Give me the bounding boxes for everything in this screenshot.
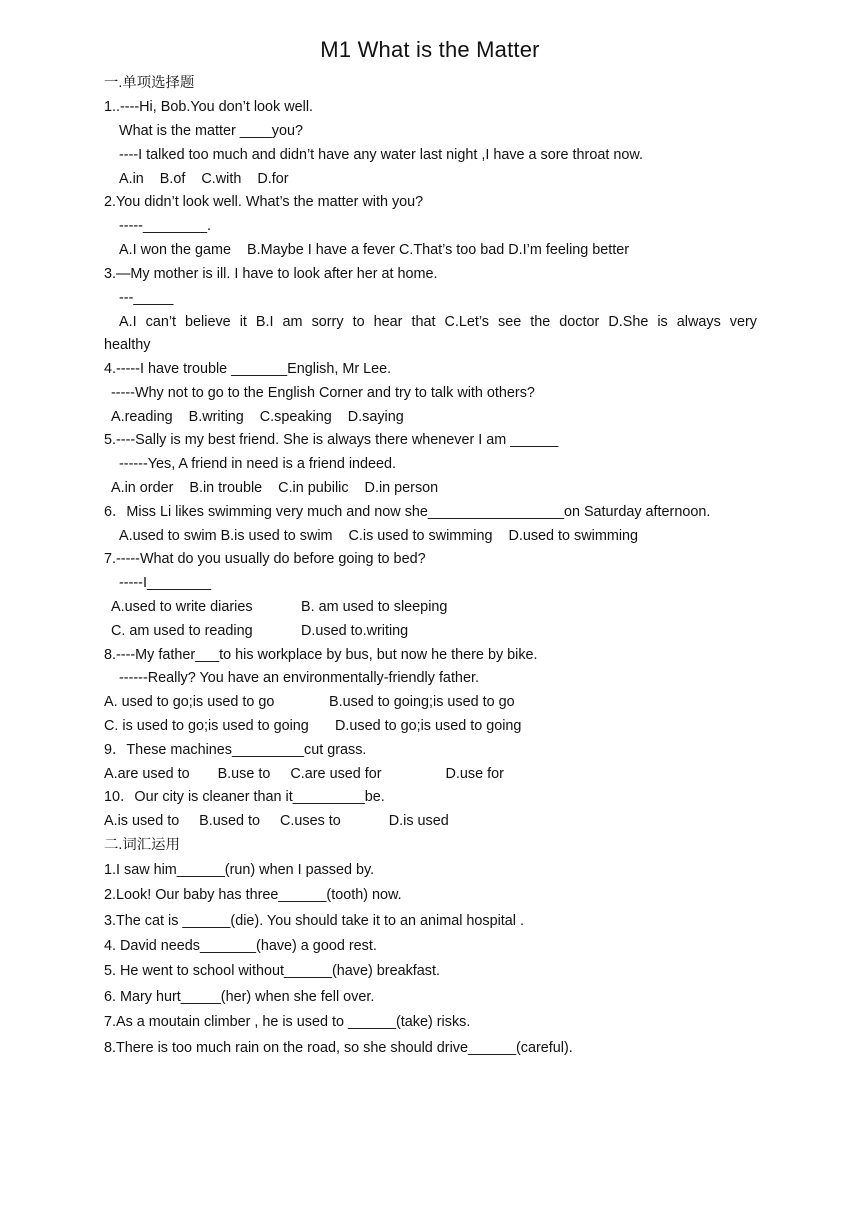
question-5-line-1: 5.----Sally is my best friend. She is always there whenever I am ______ [104,432,559,448]
question-8-option-c: C. is used to go;is used to going [104,718,309,734]
question-3-options-continued: healthy [104,337,151,353]
question-7-line-2: -----I________ [119,575,211,591]
question-4-line-2: -----Why not to go to the English Corner and try to talk with others? [111,385,535,401]
question-7-line-1: 7.-----What do you usually do before going to bed? [104,551,426,567]
question-9-line-1: 9．These machines_________cut grass. [104,742,367,758]
page-title: M1 What is the Matter [320,37,540,62]
question-3-line-2: ---_____ [119,290,174,306]
question-8-option-b: B.used to going;is used to go [329,694,515,710]
question-3-options: A.I can’t believe it B.I am sorry to hear that C.Let’s see the doctor D.She is always very [119,314,757,330]
vocab-item-3: 3.The cat is ______(die). You should take it to an animal hospital . [104,913,524,929]
question-7-option-a: A.used to write diaries [111,599,253,615]
question-1-line-1: 1..----Hi, Bob.You don’t look well. [104,99,314,115]
question-7-option-d: D.used to.writing [301,623,409,639]
vocab-item-2: 2.Look! Our baby has three______(tooth) now. [104,887,402,903]
question-9-options: A.are used to B.use to C.are used for D.use for [104,766,504,782]
question-1-options: A.in B.of C.with D.for [119,171,289,187]
question-7-option-c: C. am used to reading [111,623,253,639]
question-2-line-1: 2.You didn’t look well. What’s the matter with you? [104,194,424,210]
question-4-line-1: 4.-----I have trouble _______English, Mr Lee. [104,361,392,377]
question-4-options: A.reading B.writing C.speaking D.saying [111,409,404,425]
section-heading-multiple-choice: 一.单项选择题 [104,75,195,91]
vocab-item-6: 6. Mary hurt_____(her) when she fell over. [104,989,375,1005]
question-7-option-b: B. am used to sleeping [301,599,448,615]
question-10-options: A.is used to B.used to C.uses to D.is used [104,813,449,829]
vocab-item-1: 1.I saw him______(run) when I passed by. [104,862,375,878]
question-2-line-2: -----________. [119,218,211,234]
section-heading-vocabulary: 二.词汇运用 [104,837,180,853]
question-5-line-2: ------Yes, A friend in need is a friend indeed. [119,456,397,472]
question-1-line-2: What is the matter ____you? [119,123,303,139]
question-2-options: A.I won the game B.Maybe I have a fever C.That’s too bad D.I’m feeling better [119,242,630,258]
vocab-item-4: 4. David needs_______(have) a good rest. [104,938,377,954]
vocab-item-5: 5. He went to school without______(have) breakfast. [104,963,440,979]
question-8-line-2: ------Really? You have an environmentally-friendly father. [119,670,479,686]
vocab-item-7: 7.As a moutain climber , he is used to ______(take) risks. [104,1014,471,1030]
question-10-line-1: 10．Our city is cleaner than it_________be. [104,789,385,805]
question-5-options: A.in order B.in trouble C.in pubilic D.in person [111,480,439,496]
question-8-option-a: A. used to go;is used to go [104,694,275,710]
question-8-line-1: 8.----My father___to his workplace by bus, but now he there by bike. [104,647,538,663]
question-8-option-d: D.used to go;is used to going [335,718,522,734]
question-3-line-1: 3.—My mother is ill. I have to look after her at home. [104,266,438,282]
vocab-item-8: 8.There is too much rain on the road, so she should drive______(careful). [104,1040,573,1056]
question-1-line-3: ----I talked too much and didn’t have any water last night ,I have a sore throat now. [119,147,643,163]
question-6-line-1: 6．Miss Li likes swimming very much and now she_________________on Saturday afternoon. [104,504,711,520]
question-6-options: A.used to swim B.is used to swim C.is used to swimming D.used to swimming [119,528,639,544]
